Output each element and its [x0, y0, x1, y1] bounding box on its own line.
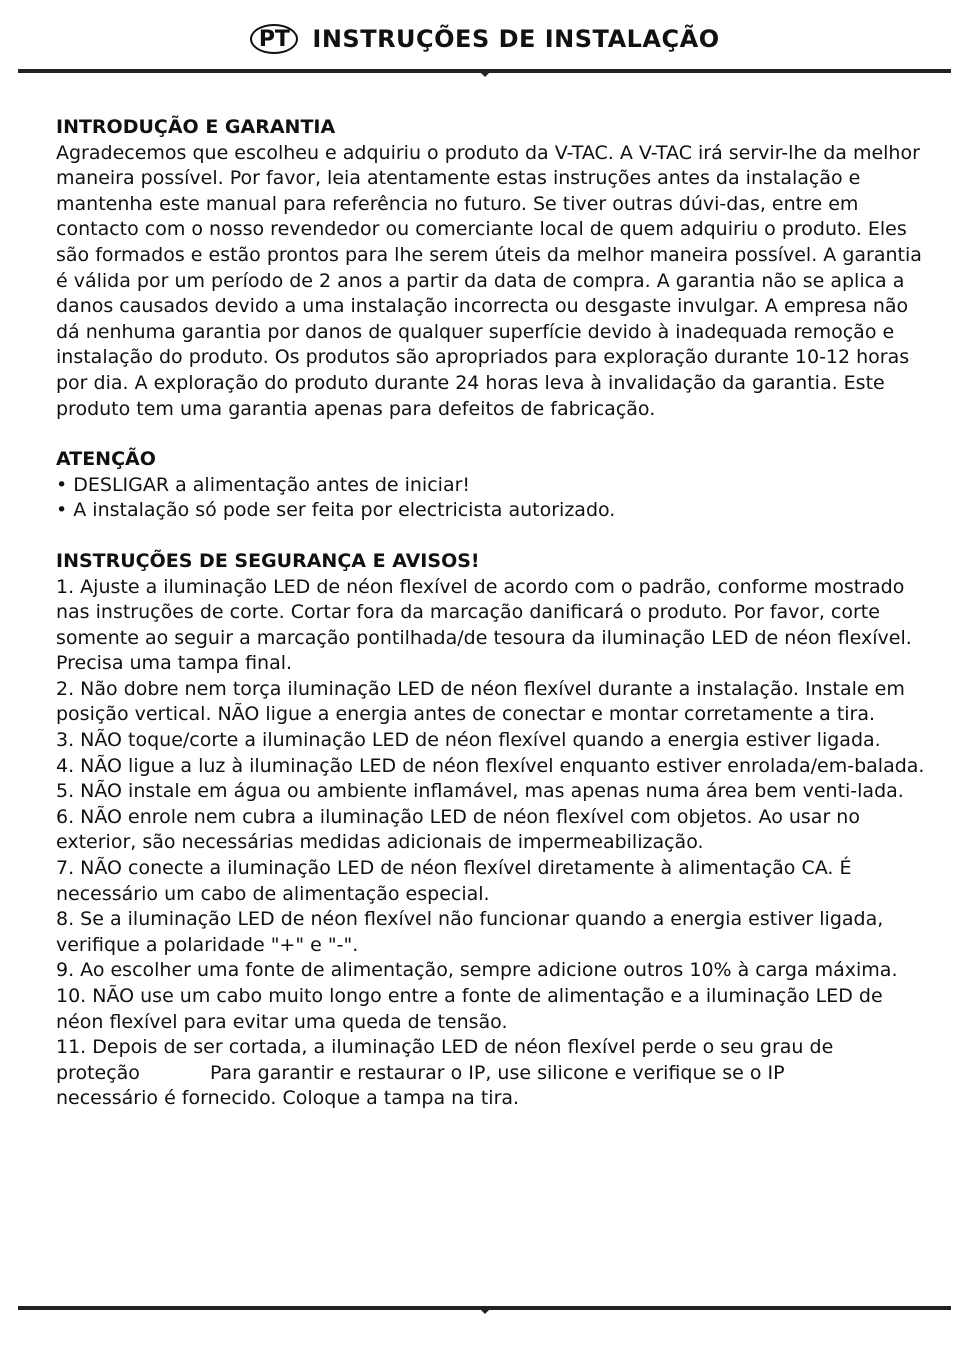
safety-item: 1. Ajuste a iluminação LED de néon flexível de acordo com o padrão, conforme mostrado nas instruções de corte. Cortar fora da marcação danificará o produto. Por favor, corte somente ao seguir a marcação pontilhada/de tesoura da iluminação LED de néon flexível. Precisa uma tampa final.	[56, 575, 912, 675]
safety-item: 7. NÃO conecte a iluminação LED de néon flexível diretamente à alimentação CA. É necessário um cabo de alimentação especial.	[56, 857, 852, 905]
safety-item-11-line: proteção	[56, 1061, 140, 1084]
bottom-divider	[18, 1306, 951, 1310]
safety-item: 5. NÃO instale em água ou ambiente inflamável, mas apenas numa área bem venti-lada.	[56, 780, 904, 803]
safety-item-11	[56, 1035, 926, 1112]
safety-item: 6. NÃO enrole nem cubra a iluminação LED de néon flexível com objetos. Ao usar no exterior, são necessárias medidas adicionais de impermeabilização.	[56, 805, 860, 854]
top-divider	[18, 69, 951, 73]
safety-item: 9. Ao escolher uma fonte de alimentação, sempre adicione outros 10% à carga máxima.	[56, 959, 898, 982]
safety-item: 4. NÃO ligue a luz à iluminação LED de néon flexível enquanto estiver enrolada/em-balada.	[56, 754, 925, 777]
safety-item-11-line: necessário é fornecido. Coloque a tampa na tira.	[56, 1087, 520, 1110]
safety-heading: INSTRUÇÕES DE SEGURANÇA E AVISOS!	[56, 549, 480, 572]
page-header	[0, 18, 970, 60]
attention-heading: ATENÇÃO	[56, 448, 156, 471]
attention-item: • A instalação só pode ser feita por electricista autorizado.	[56, 499, 616, 522]
safety-item: 8. Se a iluminação LED de néon flexível não funcionar quando a energia estiver ligada, verifique a polaridade "+" e "-".	[56, 908, 884, 956]
document-body	[56, 115, 926, 1112]
attention-item: • DESLIGAR a alimentação antes de iniciar!	[56, 473, 471, 496]
safety-item: 2. Não dobre nem torça iluminação LED de néon flexível durante a instalação. Instale em posição vertical. NÃO ligue a energia antes de conectar e montar corretamente a tira.	[56, 677, 905, 726]
safety-item-11-line: Para garantir e restaurar o IP, use silicone e verifique se o IP	[209, 1061, 785, 1084]
safety-item: 3. NÃO toque/corte a iluminação LED de néon flexível quando a energia estiver ligada.	[56, 729, 881, 752]
safety-item-11-line: 11. Depois de ser cortada, a iluminação LED de néon flexível perde o seu grau de	[56, 1036, 834, 1059]
intro-paragraph: Agradecemos que escolheu e adquiriu o produto da V-TAC. A V-TAC irá servir-lhe da melhor maneira possível. Por favor, leia atentamente estas instruções antes da instalação e mantenha este manual para referência no futuro. Se tiver outras dúvi-das, entre em contacto com o nosso revendedor ou comerciante local de quem adquiriu o produto. Eles são formados e estão prontos para lhe serem úteis da melhor maneira possível. A garantia é válida por um período de 2 anos a partir da data de compra. A garantia não se aplica a danos causados devido a uma instalação incorrecta ou desgaste invulgar. A empresa não dá nenhuma garantia por danos de qualquer superfície devido à inadequada remoção e instalação do produto. Os produtos são apropriados para exploração durante 10-12 horas por dia. A exploração do produto durante 24 horas leva à invalidação da garantia. Este produto tem uma garantia apenas para defeitos de fabricação.	[56, 141, 922, 420]
intro-heading: INTRODUÇÃO E GARANTIA	[56, 116, 336, 138]
page-title: INSTRUÇÕES DE INSTALAÇÃO	[312, 25, 720, 53]
safety-item: 10. NÃO use um cabo muito longo entre a fonte de alimentação e a iluminação LED de néon flexível para evitar uma queda de tensão.	[56, 985, 883, 1033]
language-badge: PT	[250, 24, 298, 54]
